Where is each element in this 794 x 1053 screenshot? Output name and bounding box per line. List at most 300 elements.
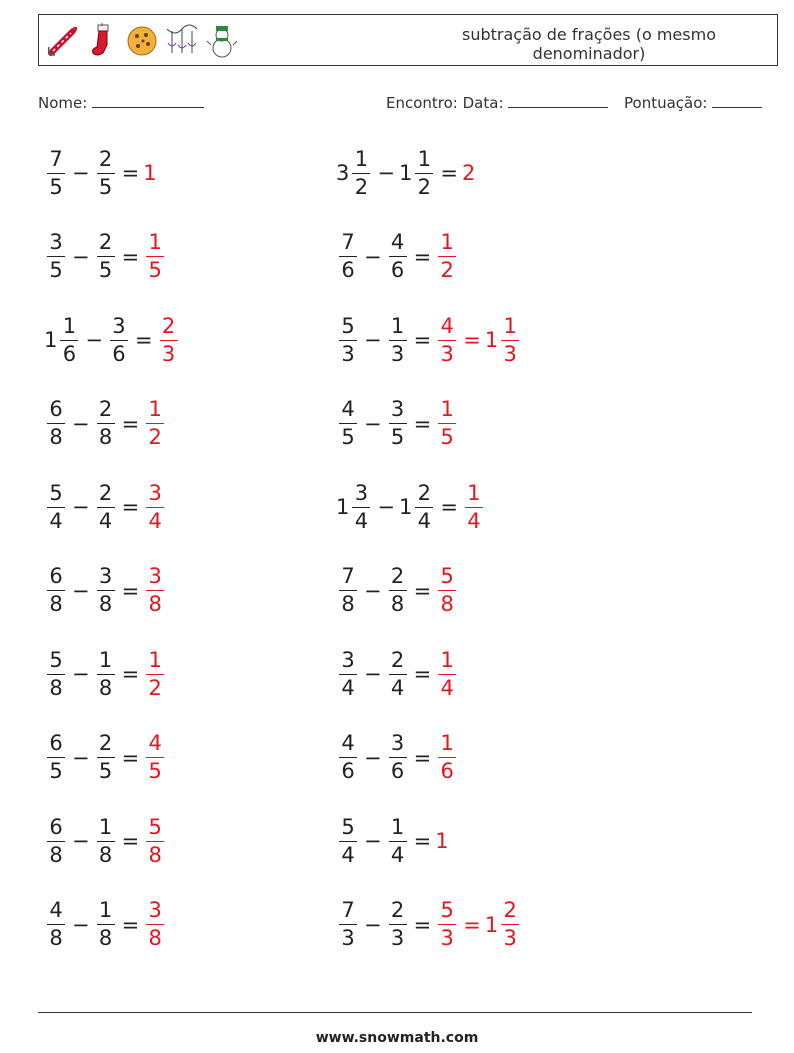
fraction-bar — [146, 590, 164, 591]
fraction-bar — [97, 256, 115, 257]
fraction-bar — [339, 256, 357, 257]
minus-sign: − — [72, 161, 90, 185]
subtrahend — [107, 315, 131, 366]
fraction — [389, 649, 407, 700]
problem-item — [44, 728, 167, 788]
numerator: 1 — [417, 146, 432, 171]
denominator: 5 — [98, 258, 113, 282]
fraction — [47, 231, 65, 282]
fraction-bar — [146, 507, 164, 508]
whole-number: 1 — [484, 328, 499, 352]
equals-sign: = — [440, 161, 458, 185]
denominator: 6 — [341, 258, 355, 282]
denominator: 4 — [467, 508, 481, 533]
fraction-bar — [160, 340, 178, 341]
denominator: 5 — [98, 174, 113, 199]
subtrahend — [94, 148, 118, 199]
session-field — [386, 93, 608, 112]
fraction — [146, 649, 164, 700]
equals-sign: = — [121, 829, 140, 853]
fraction-bar — [146, 924, 164, 925]
denominator: 8 — [49, 425, 63, 449]
fraction — [47, 816, 65, 867]
fraction-bar — [352, 173, 370, 174]
denominator: 8 — [341, 592, 355, 616]
minus-sign: − — [72, 495, 90, 519]
subtrahend — [386, 565, 410, 616]
fraction — [339, 816, 357, 867]
numerator: 1 — [440, 230, 454, 254]
denominator: 4 — [440, 675, 454, 700]
fraction-bar — [97, 674, 115, 675]
denominator: 8 — [49, 926, 63, 950]
fraction — [47, 565, 65, 616]
denominator: 2 — [148, 425, 162, 449]
fraction-bar — [47, 674, 65, 675]
minuend — [44, 816, 68, 867]
fraction-bar — [97, 173, 115, 174]
string-lights-icon — [165, 23, 199, 59]
fraction-bar — [339, 757, 357, 758]
fraction-bar — [389, 841, 407, 842]
numerator: 2 — [98, 731, 113, 755]
equals-sign: = — [413, 411, 432, 436]
minuend — [336, 732, 360, 783]
fraction-bar — [438, 757, 456, 758]
minuend — [336, 482, 373, 533]
fraction — [389, 398, 407, 449]
whole-number: 1 — [336, 495, 350, 519]
fraction — [60, 315, 78, 366]
fraction-bar — [438, 590, 456, 591]
session-label: Encontro: Data: — [386, 94, 504, 112]
fraction-bar — [110, 340, 128, 341]
whole-number: 1 — [398, 161, 413, 185]
numerator: 3 — [148, 480, 162, 505]
answer — [435, 732, 459, 783]
fraction-bar — [97, 423, 115, 424]
fraction — [339, 231, 357, 282]
numerator: 4 — [148, 731, 162, 755]
numerator: 4 — [390, 230, 405, 254]
denominator: 2 — [440, 258, 454, 282]
equals-sign: = — [413, 244, 432, 269]
fraction-bar — [146, 256, 164, 257]
fraction-bar — [97, 924, 115, 925]
fraction — [146, 482, 164, 533]
equals-sign: = — [440, 495, 458, 519]
fraction-bar — [60, 340, 78, 341]
fraction — [389, 315, 407, 366]
answer — [485, 315, 522, 366]
denominator: 2 — [417, 174, 432, 199]
denominator: 3 — [161, 341, 176, 366]
subtrahend — [94, 732, 118, 783]
fraction — [501, 899, 519, 950]
answer — [143, 649, 167, 700]
minus-sign: − — [364, 912, 382, 937]
fraction-bar — [339, 590, 357, 591]
problem-item — [44, 227, 167, 287]
fraction — [389, 816, 407, 867]
numerator: 5 — [341, 313, 355, 338]
fraction — [146, 732, 164, 783]
numerator: 2 — [417, 480, 432, 505]
subtrahend — [386, 816, 410, 867]
equals-sign: = — [121, 161, 140, 185]
problem-item — [336, 477, 486, 537]
fraction — [389, 732, 407, 783]
fraction — [47, 899, 65, 950]
denominator: 5 — [98, 759, 113, 783]
equals-sign: = — [121, 578, 140, 603]
minuend — [44, 649, 68, 700]
fraction-bar — [146, 674, 164, 675]
fraction — [438, 899, 456, 950]
fraction-bar — [389, 757, 407, 758]
minus-sign: − — [72, 244, 90, 269]
fraction — [339, 565, 357, 616]
fraction — [438, 565, 456, 616]
numerator: 5 — [440, 564, 454, 588]
answer — [462, 161, 475, 185]
score-field — [624, 93, 762, 112]
whole-number: 1 — [484, 912, 499, 937]
fraction — [97, 899, 115, 950]
denominator: 6 — [390, 759, 405, 783]
denominator: 8 — [98, 675, 113, 700]
problem-item — [44, 477, 167, 537]
numerator: 2 — [390, 564, 405, 588]
answer — [435, 315, 459, 366]
answer — [435, 829, 448, 853]
subtrahend — [386, 649, 410, 700]
problem-item — [44, 644, 167, 704]
numerator: 4 — [440, 313, 454, 338]
fraction — [47, 148, 65, 199]
numerator: 2 — [98, 230, 113, 254]
subtrahend — [399, 482, 436, 533]
minuend — [44, 398, 68, 449]
fraction-bar — [339, 674, 357, 675]
fraction — [339, 398, 357, 449]
numerator: 5 — [341, 814, 355, 839]
answer — [143, 231, 167, 282]
answer — [143, 161, 156, 185]
numerator: 4 — [341, 731, 355, 755]
fraction — [146, 231, 164, 282]
minus-sign: − — [72, 912, 90, 937]
fraction-bar — [438, 340, 456, 341]
fraction-bar — [389, 423, 407, 424]
denominator: 5 — [440, 425, 454, 449]
denominator: 3 — [440, 926, 454, 950]
minuend — [44, 732, 68, 783]
minus-sign: − — [72, 745, 90, 770]
answer — [462, 482, 486, 533]
fraction — [97, 148, 115, 199]
denominator: 3 — [341, 341, 355, 366]
subtrahend — [386, 398, 410, 449]
problem-item — [44, 143, 157, 203]
numerator: 1 — [467, 480, 481, 505]
subtrahend — [94, 482, 118, 533]
subtrahend — [94, 398, 118, 449]
numerator: 1 — [98, 898, 113, 922]
numerator: 1 — [503, 313, 517, 338]
numerator: 6 — [49, 814, 63, 839]
fraction — [339, 649, 357, 700]
subtrahend — [386, 732, 410, 783]
fraction-bar — [415, 173, 433, 174]
fraction — [501, 315, 519, 366]
answer-equals-sign: = — [463, 912, 481, 937]
minuend — [336, 315, 360, 366]
numerator: 5 — [440, 898, 454, 922]
denominator: 5 — [390, 425, 405, 449]
fraction — [47, 482, 65, 533]
name-blank — [92, 93, 204, 108]
subtrahend — [386, 231, 410, 282]
denominator: 3 — [503, 926, 517, 950]
footer-url: www.snowmath.com — [315, 1030, 479, 1046]
numerator: 2 — [161, 313, 176, 338]
fraction — [47, 732, 65, 783]
problem-item — [44, 811, 167, 871]
minus-sign: − — [364, 745, 382, 770]
numerator: 3 — [98, 564, 113, 588]
fraction-bar — [47, 924, 65, 925]
whole-number: 2 — [461, 161, 476, 185]
fraction-bar — [97, 590, 115, 591]
fraction — [97, 816, 115, 867]
fraction — [47, 398, 65, 449]
fraction — [438, 732, 456, 783]
denominator: 8 — [148, 926, 162, 950]
answer — [143, 398, 167, 449]
equals-sign: = — [413, 912, 432, 937]
worksheet-header — [38, 14, 778, 66]
numerator: 5 — [148, 814, 162, 839]
problem-item — [44, 310, 181, 370]
equals-sign: = — [413, 578, 432, 603]
problem-item — [44, 394, 167, 454]
denominator: 3 — [341, 926, 355, 950]
problem-item — [336, 227, 459, 287]
numerator: 6 — [49, 564, 63, 588]
numerator: 4 — [49, 898, 63, 922]
numerator: 7 — [341, 230, 355, 254]
fraction-bar — [339, 841, 357, 842]
numerator: 2 — [503, 898, 517, 922]
denominator: 8 — [98, 842, 113, 867]
denominator: 5 — [49, 258, 63, 282]
denominator: 8 — [49, 675, 63, 700]
fraction — [146, 899, 164, 950]
numerator: 3 — [148, 564, 162, 588]
denominator: 4 — [341, 675, 355, 700]
fraction-bar — [97, 757, 115, 758]
minus-sign: − — [377, 495, 395, 519]
denominator: 3 — [503, 341, 517, 366]
fraction — [97, 398, 115, 449]
answer — [435, 231, 459, 282]
minuend — [44, 315, 81, 366]
minuend — [44, 482, 68, 533]
minus-sign: − — [364, 578, 382, 603]
denominator: 3 — [390, 926, 405, 950]
fraction — [438, 231, 456, 282]
equals-sign: = — [121, 244, 140, 269]
numerator: 7 — [341, 564, 355, 588]
denominator: 4 — [49, 508, 63, 533]
answer-equals-sign: = — [463, 328, 481, 352]
numerator: 2 — [390, 898, 405, 922]
denominator: 5 — [148, 258, 162, 282]
numerator: 1 — [62, 313, 77, 338]
answer — [143, 816, 167, 867]
equals-sign: = — [121, 912, 140, 937]
fraction-bar — [438, 256, 456, 257]
denominator: 5 — [148, 759, 162, 783]
minuend — [336, 398, 360, 449]
numerator: 3 — [49, 230, 63, 254]
answer — [435, 398, 459, 449]
denominator: 6 — [112, 341, 126, 366]
fraction — [97, 732, 115, 783]
problem-item — [336, 811, 449, 871]
score-label: Pontuação: — [624, 94, 708, 112]
fraction — [438, 398, 456, 449]
footer-divider — [38, 1012, 752, 1013]
fraction-bar — [47, 757, 65, 758]
denominator: 5 — [49, 759, 63, 783]
fraction — [415, 482, 433, 533]
minuend — [336, 565, 360, 616]
fraction-bar — [146, 757, 164, 758]
fraction — [415, 148, 433, 199]
minus-sign: − — [72, 411, 90, 436]
fraction — [438, 315, 456, 366]
minuend — [336, 816, 360, 867]
numerator: 1 — [148, 230, 162, 254]
minus-sign: − — [85, 328, 103, 352]
fraction — [352, 482, 370, 533]
denominator: 5 — [341, 425, 355, 449]
whole-number: 1 — [398, 495, 413, 519]
numerator: 6 — [49, 397, 63, 421]
equals-sign: = — [121, 495, 140, 519]
minus-sign: − — [364, 411, 382, 436]
numerator: 4 — [341, 397, 355, 421]
whole-number: 1 — [44, 328, 58, 352]
snowman-icon — [205, 23, 239, 59]
equals-sign: = — [413, 829, 432, 853]
fraction-bar — [389, 256, 407, 257]
fraction-bar — [389, 924, 407, 925]
numerator: 1 — [390, 313, 405, 338]
minus-sign: − — [364, 662, 382, 686]
fraction — [339, 899, 357, 950]
cookie-icon — [125, 23, 159, 59]
fraction-bar — [501, 340, 519, 341]
date-blank — [508, 93, 608, 108]
minuend — [336, 899, 360, 950]
fraction-bar — [97, 841, 115, 842]
numerator: 1 — [440, 731, 454, 755]
fraction-bar — [389, 674, 407, 675]
numerator: 5 — [49, 647, 63, 672]
numerator: 1 — [148, 647, 162, 672]
fraction-bar — [438, 924, 456, 925]
problem-item — [336, 644, 459, 704]
denominator: 4 — [148, 508, 162, 533]
worksheet-title: subtração de frações (o mesmo denominador) — [462, 25, 716, 63]
fraction — [352, 148, 370, 199]
equals-sign: = — [121, 745, 140, 770]
numerator: 3 — [341, 647, 355, 672]
whole-number: 3 — [336, 161, 350, 185]
numerator: 3 — [112, 313, 126, 338]
rocket-icon — [45, 23, 79, 59]
minuend — [336, 231, 360, 282]
fraction — [389, 899, 407, 950]
fraction — [110, 315, 128, 366]
numerator: 6 — [49, 731, 63, 755]
denominator: 4 — [417, 508, 432, 533]
fraction-bar — [47, 423, 65, 424]
fraction — [339, 732, 357, 783]
subtrahend — [94, 565, 118, 616]
minuend — [44, 565, 68, 616]
fraction-bar — [146, 841, 164, 842]
numerator: 1 — [98, 814, 113, 839]
subtrahend — [386, 315, 410, 366]
minus-sign: − — [377, 161, 395, 185]
numerator: 1 — [390, 814, 405, 839]
minus-sign: − — [72, 829, 90, 853]
problem-item — [336, 895, 522, 955]
equals-sign: = — [413, 745, 432, 770]
subtrahend — [399, 148, 436, 199]
name-label: Nome: — [38, 94, 88, 112]
denominator: 8 — [98, 926, 113, 950]
denominator: 8 — [390, 592, 405, 616]
fraction — [160, 315, 178, 366]
subtrahend — [386, 899, 410, 950]
equals-sign: = — [121, 411, 140, 436]
fraction-bar — [389, 590, 407, 591]
fraction-bar — [339, 340, 357, 341]
answer — [157, 315, 181, 366]
fraction-bar — [339, 423, 357, 424]
fraction-bar — [146, 423, 164, 424]
denominator: 2 — [354, 174, 369, 199]
answer — [485, 899, 522, 950]
fraction-bar — [415, 507, 433, 508]
fraction — [97, 482, 115, 533]
header-icons — [45, 21, 239, 61]
answer — [435, 649, 459, 700]
numerator: 3 — [390, 731, 405, 755]
numerator: 2 — [390, 647, 405, 672]
fraction — [339, 315, 357, 366]
denominator: 4 — [354, 508, 369, 533]
problem-item — [44, 895, 167, 955]
denominator: 3 — [440, 341, 454, 366]
problem-item — [336, 561, 459, 621]
denominator: 4 — [390, 675, 405, 700]
